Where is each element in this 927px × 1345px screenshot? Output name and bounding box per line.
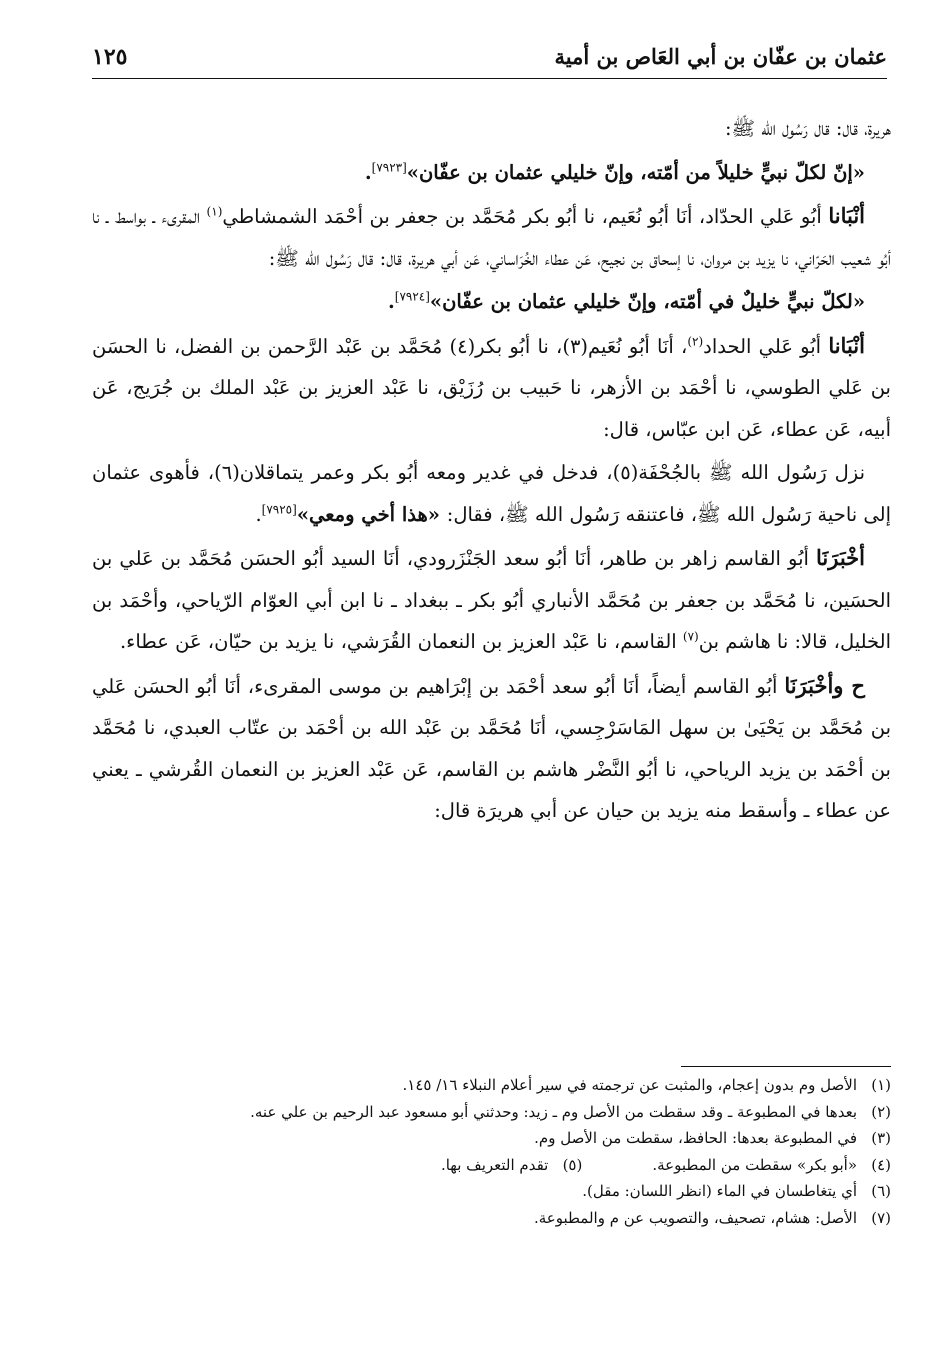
paragraph-text: هريرة، قال: قال رَسُول الله ﷺ: <box>724 117 891 140</box>
footnote-text: تقدم التعريف بها. <box>440 1155 549 1174</box>
isnad-paragraph-1 <box>92 195 891 279</box>
paragraph-text: أبُو عَلي الحدّاد، أنَا أبُو نُعَيم، نا أبُو بكر مُحَمَّد بن جعفر بن أحْمَد الشمشاطي <box>222 205 829 228</box>
hadith-ref: [٧٩٢٥] <box>261 502 297 516</box>
paragraph-end: . <box>255 502 262 526</box>
footnote-number: (٥) <box>562 1155 583 1174</box>
paragraph-1 <box>92 108 891 150</box>
footnote-text: بعدها في المطبوعة ـ وقد سقطت من الأصل وم ـ زيد: وحدثني أبو مسعود عبد الرحيم بن علي عنه. <box>250 1102 857 1121</box>
footnote-number: (٤) <box>871 1155 891 1174</box>
page-number: ١٢٥ <box>92 44 128 70</box>
bold-quote: «هذا أخي ومعي» <box>296 502 447 526</box>
quote-text: «إنّ لكلّ نبيٍّ خليلاً من أمّته، وإنّ خليلي عثمان بن عفّان» <box>406 160 865 184</box>
footnote-7 <box>92 1205 891 1232</box>
hadith-quote-1 <box>92 152 891 194</box>
paragraph-text-cont: القاسم، نا عَبْد العزيز بن النعمان القُرَشي، نا يزيد بن حيّان، عَن عطاء. <box>119 630 683 653</box>
footnote-text: أي يتغاطسان في الماء (انظر اللسان: مقل). <box>582 1182 857 1200</box>
footnotes <box>92 1072 891 1231</box>
footnote-4-5 <box>92 1152 891 1179</box>
footnote-number: (٦) <box>871 1182 891 1200</box>
running-header <box>92 40 887 90</box>
header-rule <box>92 78 887 79</box>
lead-word: ح وأخْبَرَنَا <box>784 672 865 698</box>
footnote-number: (١) <box>871 1076 891 1094</box>
footnote-2 <box>92 1099 891 1126</box>
isnad-paragraph-4 <box>92 665 891 832</box>
footnote-ref: (١) <box>206 204 223 219</box>
isnad-paragraph-3 <box>92 537 891 663</box>
narration-paragraph <box>92 452 891 535</box>
quote-end: . <box>364 160 372 184</box>
footnote-3 <box>92 1125 891 1152</box>
quote-text: «لكلّ نبيٍّ خليلٌ في أمّته، وإنّ خليلي عثمان بن عفّان» <box>429 290 865 313</box>
paragraph-text: أبُو القاسم أيضاً، أنَا أبُو سعد أحْمَد بن إبْرَاهيم بن موسى المقرىء، أنَا أبُو الحسَن عَلي بن مُحَمَّد بن يَحْيَىٰ بن سهل المَاسَرْجِسي، أنَا مُحَمَّد بن عَبْد الله بن أحْمَد بن عتّاب العبدي، نا مُحَمَّد بن أحْمَد بن يزيد الرياحي، نا أبُو النَّضْر هاشم بن القاسم، عَن عَبْد العزيز بن النعمان القُرشي ـ يعني عن عطاء ـ وأسقط منه يزيد بن حيان عن أبي هريرَة قال: <box>92 674 891 822</box>
footnote-number: (٣) <box>871 1129 891 1147</box>
quote-end: . <box>387 290 395 313</box>
footnote-text: الأصل وم بدون إعجام، والمثبت عن ترجمته في سير أعلام النبلاء ١٦/ ١٤٥. <box>402 1076 857 1094</box>
paragraph-text-cont: المقرىء ـ بواسط ـ نا أبُو شعيب الحَرّاني، نا يزيد بن مروان، نا إسحاق بن نجيح، عَن عطاء الخُرَاساني، عَن أبي هريرة، قال: قال رَسُول الله ﷺ: <box>92 205 891 270</box>
footnote-ref: (٧) <box>682 629 699 644</box>
footnote-text: في المطبوعة بعدها: الحافظ، سقطت من الأصل وم. <box>534 1129 857 1147</box>
hadith-ref: [٧٩٢٣] <box>371 160 407 174</box>
footnote-separator <box>681 1066 891 1067</box>
hadith-quote-2 <box>92 281 891 323</box>
footnote-number: (٧) <box>871 1208 891 1227</box>
footnote-1 <box>92 1072 891 1099</box>
paragraph-text-cont: ، أنَا أبُو نُعَيم(٣)، نا أبُو بكر(٤) مُحَمَّد بن عَبْد الرَّحمن بن الفضل، نا الحسَن بن عَلي الطوسي، نا أحْمَد بن الأزهر، نا حَبيب بن رُزَيْق، نا عَبْد العزيز بن عَبْد الملك بن جُرَيج، عَن أبيه، عَن عطاء، عَن ابن عبّاس، قال: <box>92 334 891 441</box>
paragraph-text: أبُو عَلي الحداد <box>703 334 829 358</box>
main-text <box>92 108 891 834</box>
header-title: عثمان بن عفّان بن أبي العَاص بن أمية <box>554 44 887 69</box>
lead-word: أخْبَرَنَا <box>816 545 865 570</box>
footnote-text: الأصل: هشام، تصحيف، والتصويب عن م والمطبوعة. <box>533 1208 857 1227</box>
lead-word: أنْبَانا <box>828 332 865 358</box>
footnote-text: «أبو بكر» سقطت من المطبوعة. <box>652 1155 857 1174</box>
footnote-number: (٢) <box>871 1102 891 1121</box>
isnad-paragraph-2 <box>92 325 891 451</box>
hadith-ref: [٧٩٢٤] <box>394 289 430 304</box>
paragraph-text: نزل رَسُول الله ﷺ بالجُحْفَة(٥)، فدخل في غدير ومعه أبُو بكر وعمر يتماقلان(٦)، فأهوى عثمان إلى ناحية رَسُول الله ﷺ، فاعتنقه رَسُول الله ﷺ، فقال: <box>92 461 891 526</box>
paragraph-text: أبُو القاسم زاهر بن طاهر، أنَا أبُو سعد الجَنْزَرودي، أنَا السيد أبُو الحسَن مُحَمَّد بن عَلي بن الحسَين، نا مُحَمَّد بن جعفر بن مُحَمَّد الأنباري أبُو بكر ـ ببغداد ـ نا ابن أبي العوّام الرّياحي، وأحْمَد بن الخليل، قالا: نا هاشم بن <box>92 547 891 653</box>
footnote-6 <box>92 1178 891 1205</box>
lead-word: أنْبَانا <box>828 203 866 228</box>
footnote-ref: (٢) <box>687 334 704 348</box>
